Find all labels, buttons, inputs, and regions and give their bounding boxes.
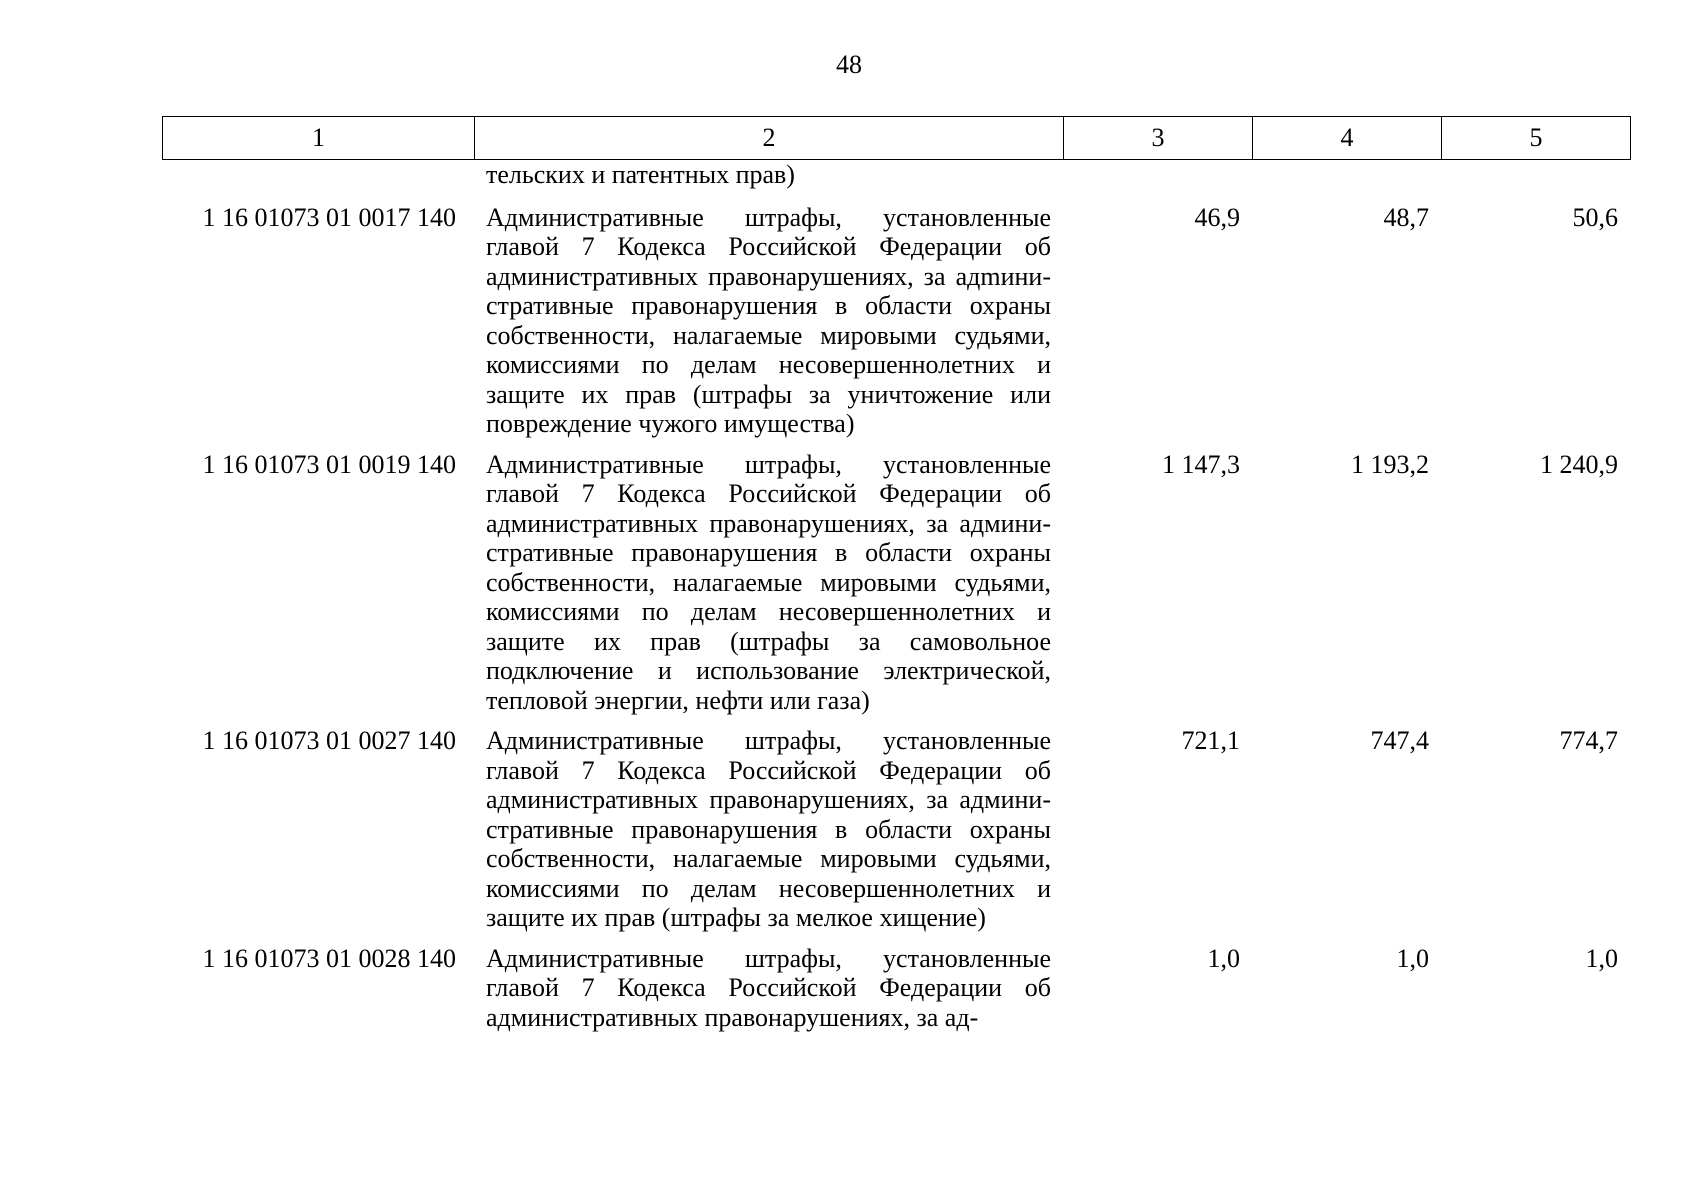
row-description: Административные штрафы, установленные главой 7 Кодекса Российской Федерации об административных правонарушениях, за ад- (486, 943, 1051, 1032)
row-value-col5: 1 240,9 (1540, 449, 1618, 479)
row-value-col3: 46,9 (1194, 202, 1240, 232)
row-value-col5: 1,0 (1585, 943, 1618, 973)
row-value-col4: 1 193,2 (1351, 449, 1429, 479)
row-code: 1 16 01073 01 0019 140 (202, 449, 456, 479)
table-row (162, 203, 1630, 450)
continuation-text: тельских и патентных прав) (486, 160, 795, 189)
row-description: Административные штрафы, установленные главой 7 Кодекса Российской Федерации об административных правонарушениях, за адmинистративные правонарушения в области охраны собственности, налагаемые мировыми судьями, комиссиями по делам несовершеннолетних и защите их прав (штрафы за уничтожение или повреждение чужого имущества) (486, 202, 1051, 438)
header-col-4: 4 (1253, 117, 1442, 160)
header-row (163, 117, 1631, 160)
header-col-1: 1 (163, 117, 475, 160)
header-col-2: 2 (475, 117, 1064, 160)
row-value-col4: 1,0 (1396, 943, 1429, 973)
row-value-col3: 1 147,3 (1162, 449, 1240, 479)
table-body (162, 160, 1630, 1043)
row-value-col4: 747,4 (1370, 726, 1429, 755)
row-code: 1 16 01073 01 0017 140 (202, 202, 456, 232)
page-number: 48 (836, 50, 862, 79)
row-description: Административные штрафы, установленные главой 7 Кодекса Российской Федерации об административных правонарушениях, за административные правонарушения в области охраны собственности, налагаемые мировыми судьями, комиссиями по делам несовершеннолетних и защите их прав (штрафы за мелкое хищение) (486, 726, 1051, 932)
table-header (162, 116, 1631, 160)
row-value-col5: 774,7 (1559, 726, 1618, 755)
table-row (162, 944, 1630, 1044)
continuation-code (162, 160, 474, 203)
row-code: 1 16 01073 01 0028 140 (202, 943, 456, 973)
header-col-5: 5 (1442, 117, 1631, 160)
table-row (162, 450, 1630, 727)
row-description: Административные штрафы, установленные главой 7 Кодекса Российской Федерации об административных правонарушениях, за административные правонарушения в области охраны собственности, налагаемые мировыми судьями, комиссиями по делам несовершеннолетних и защите их прав (штрафы за самовольное подключение и использование электрической, тепловой энергии, нефти или газа) (486, 449, 1051, 715)
row-value-col3: 1,0 (1207, 943, 1240, 973)
row-value-col4: 48,7 (1383, 202, 1429, 232)
row-value-col5: 50,6 (1572, 202, 1618, 232)
continuation-row (162, 160, 1630, 203)
header-col-3: 3 (1064, 117, 1253, 160)
row-value-col3: 721,1 (1181, 726, 1240, 755)
row-code: 1 16 01073 01 0027 140 (202, 726, 456, 755)
table-row (162, 726, 1630, 944)
